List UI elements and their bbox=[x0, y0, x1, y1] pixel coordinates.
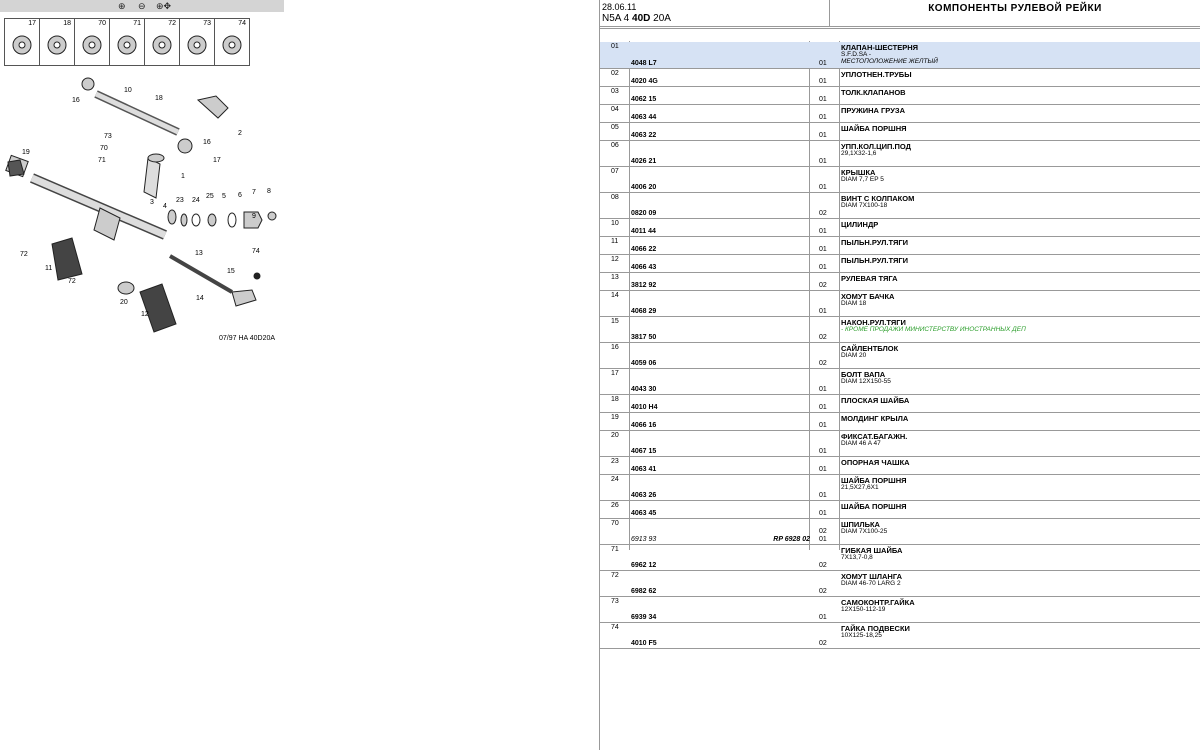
diagram-toolbar bbox=[0, 0, 284, 12]
part-quantity: 01 bbox=[819, 404, 827, 411]
part-quantity: 01 bbox=[819, 510, 827, 517]
part-quantity: 01 bbox=[819, 184, 827, 191]
parts-row[interactable] bbox=[600, 237, 1200, 255]
part-name: ТОЛК.КЛАПАНОВ bbox=[841, 88, 906, 97]
part-reference[interactable]: 4011 44 bbox=[631, 228, 656, 235]
part-description: DIAM 18 bbox=[841, 300, 867, 307]
callout-label: 73 bbox=[104, 133, 112, 140]
part-name: САМОКОНТР.ГАЙКА bbox=[841, 598, 915, 607]
part-reference[interactable]: 4010 H4 bbox=[631, 404, 658, 411]
part-reference[interactable]: 4066 16 bbox=[631, 422, 657, 429]
callout-label: 2 bbox=[238, 130, 242, 137]
parts-row[interactable] bbox=[600, 141, 1200, 167]
callout-label: 7 bbox=[252, 189, 256, 196]
parts-row[interactable] bbox=[600, 475, 1200, 501]
part-description: 29,1X32-1,6 bbox=[841, 150, 877, 157]
callout-label: 17 bbox=[213, 157, 221, 164]
part-position: 24 bbox=[611, 476, 619, 483]
part-description: DIAM 7X100-25 bbox=[841, 528, 888, 535]
callout-label: 16 bbox=[203, 139, 211, 146]
part-position: 11 bbox=[611, 238, 619, 245]
parts-row[interactable] bbox=[600, 255, 1200, 273]
part-reference[interactable]: 0820 09 bbox=[631, 210, 657, 217]
part-name: УПП.КОЛ.ЦИП.ПОД bbox=[841, 142, 911, 151]
part-reference[interactable]: 4067 15 bbox=[631, 448, 657, 455]
part-name: РУЛЕВАЯ ТЯГА bbox=[841, 274, 898, 283]
part-position: 73 bbox=[611, 598, 619, 605]
part-position: 03 bbox=[611, 88, 619, 95]
part-name: ПЛОСКАЯ ШАЙБА bbox=[841, 396, 910, 405]
part-name: УПЛОТНЕН.ТРУБЫ bbox=[841, 70, 912, 79]
part-reference[interactable]: 4006 20 bbox=[631, 184, 657, 191]
callout-label: 74 bbox=[252, 248, 260, 255]
part-name: ШАЙБА ПОРШНЯ bbox=[841, 502, 907, 511]
callout-label: 18 bbox=[155, 95, 163, 102]
part-position: 17 bbox=[611, 370, 619, 377]
part-quantity: 02 bbox=[819, 588, 827, 595]
hardware-part-icon bbox=[44, 31, 70, 59]
part-description: 10X125-18,25 bbox=[841, 632, 882, 639]
header-model: N5A 4 40D 20A bbox=[602, 13, 671, 24]
part-position: 02 bbox=[611, 70, 619, 77]
part-reference[interactable]: 4063 44 bbox=[631, 114, 657, 121]
part-quantity: 02 bbox=[819, 528, 827, 535]
callout-label: 15 bbox=[227, 268, 235, 275]
part-quantity: 01 bbox=[819, 60, 827, 67]
part-position: 26 bbox=[611, 502, 619, 509]
zoom-out-icon[interactable]: ⊖ bbox=[138, 1, 146, 11]
part-reference[interactable]: 4059 06 bbox=[631, 360, 657, 367]
part-reference[interactable]: 6982 62 bbox=[631, 588, 657, 595]
part-reference[interactable]: 4068 29 bbox=[631, 308, 657, 315]
parts-row[interactable] bbox=[600, 457, 1200, 475]
part-name: ВИНТ С КОЛПАКОМ bbox=[841, 194, 915, 203]
callout-label: 10 bbox=[124, 87, 132, 94]
callout-label: 20 bbox=[120, 299, 128, 306]
part-position: 13 bbox=[611, 274, 619, 281]
hardware-part-icon bbox=[149, 31, 175, 59]
part-reference[interactable]: 4043 30 bbox=[631, 386, 657, 393]
part-quantity: 01 bbox=[819, 114, 827, 121]
part-position: 04 bbox=[611, 106, 619, 113]
part-position: 08 bbox=[611, 194, 619, 201]
part-name: ГАЙКА ПОДВЕСКИ bbox=[841, 624, 910, 633]
part-position: 71 bbox=[611, 546, 619, 553]
part-reference[interactable]: 4063 22 bbox=[631, 132, 657, 139]
part-description: DIAM 46 A 47 bbox=[841, 440, 881, 447]
parts-row[interactable] bbox=[600, 343, 1200, 369]
callout-label: 1 bbox=[181, 173, 185, 180]
steering-rack-diagram bbox=[0, 70, 300, 350]
parts-row[interactable] bbox=[600, 597, 1200, 623]
part-name: ШАЙБА ПОРШНЯ bbox=[841, 124, 907, 133]
callout-label: 3 bbox=[150, 199, 154, 206]
parts-row[interactable] bbox=[600, 623, 1200, 649]
part-description: 21,5X27,6X1 bbox=[841, 484, 879, 491]
part-description: DIAM 7X100-18 bbox=[841, 202, 888, 209]
callout-label: 11 bbox=[45, 265, 53, 272]
part-reference[interactable]: 4048 L7 bbox=[631, 60, 657, 67]
parts-list-pane bbox=[599, 0, 1200, 750]
callout-label: 72 bbox=[68, 278, 76, 285]
part-reference[interactable]: 3812 92 bbox=[631, 282, 657, 289]
part-quantity: 01 bbox=[819, 228, 827, 235]
part-description: DIAM 7,7 EP 5 bbox=[841, 176, 884, 183]
part-quantity: 01 bbox=[819, 264, 827, 271]
callout-label: 4 bbox=[163, 203, 167, 210]
parts-row[interactable] bbox=[600, 571, 1200, 597]
callout-label: 71 bbox=[98, 157, 106, 164]
parts-row[interactable] bbox=[600, 395, 1200, 413]
part-reference[interactable]: 4066 43 bbox=[631, 264, 657, 271]
part-name: ПЫЛЬН.РУЛ.ТЯГИ bbox=[841, 238, 909, 247]
part-quantity: 02 bbox=[819, 334, 827, 341]
thumbnail-74[interactable] bbox=[215, 19, 249, 65]
parts-row[interactable] bbox=[600, 193, 1200, 219]
part-quantity: 01 bbox=[819, 308, 827, 315]
part-reference[interactable]: 4026 21 bbox=[631, 158, 657, 165]
part-quantity: 02 bbox=[819, 282, 827, 289]
part-reference[interactable]: 4010 F5 bbox=[631, 640, 657, 647]
part-reference[interactable]: 4062 15 bbox=[631, 96, 657, 103]
parts-row[interactable] bbox=[600, 519, 1200, 545]
parts-row[interactable] bbox=[600, 413, 1200, 431]
thumbnail-72[interactable] bbox=[145, 19, 180, 65]
callout-label: 9 bbox=[252, 213, 256, 220]
part-reference[interactable]: 4066 22 bbox=[631, 246, 657, 253]
thumbnail-71[interactable] bbox=[110, 19, 145, 65]
part-name: КРЫШКА bbox=[841, 168, 876, 177]
part-description: МЕСТОПОЛОЖЕНИЕ ЖЕЛТЫЙ bbox=[841, 58, 938, 65]
part-quantity: 01 bbox=[819, 78, 827, 85]
callout-label: 25 bbox=[206, 193, 214, 200]
callout-label: 13 bbox=[195, 250, 203, 257]
parts-row[interactable] bbox=[600, 123, 1200, 141]
part-name: САЙЛЕНТБЛОК bbox=[841, 344, 899, 353]
part-reference[interactable]: 4063 26 bbox=[631, 492, 657, 499]
parts-row[interactable] bbox=[600, 87, 1200, 105]
part-reference[interactable]: 4063 45 bbox=[631, 510, 657, 517]
part-description: - КРОМЕ ПРОДАЖИ МИНИСТЕРСТВУ ИНОСТРАННЫХ ДЕП bbox=[841, 326, 1026, 333]
callout-label: 14 bbox=[196, 295, 204, 302]
part-description: DIAM 46-70 LARG 2 bbox=[841, 580, 901, 587]
part-reference[interactable]: 4063 41 bbox=[631, 466, 657, 473]
zoom-move-icon[interactable]: ⊕✥ bbox=[156, 1, 172, 11]
part-name: ОПОРНАЯ ЧАШКА bbox=[841, 458, 910, 467]
part-quantity: 02 bbox=[819, 562, 827, 569]
part-quantity: 01 bbox=[819, 132, 827, 139]
part-description: S.F.D.SA - bbox=[841, 51, 871, 58]
parts-row[interactable] bbox=[600, 69, 1200, 87]
part-position: 07 bbox=[611, 168, 619, 175]
part-position: 20 bbox=[611, 432, 619, 439]
part-position: 18 bbox=[611, 396, 619, 403]
thumbnail-number: 18 bbox=[63, 20, 71, 27]
thumbnail-number: 17 bbox=[28, 20, 36, 27]
diagram-pane bbox=[0, 0, 300, 750]
hardware-part-icon bbox=[184, 31, 210, 59]
callout-label: 5 bbox=[222, 193, 226, 200]
part-name: ПРУЖИНА ГРУЗА bbox=[841, 106, 905, 115]
callout-label: 24 bbox=[192, 197, 200, 204]
part-quantity: 01 bbox=[819, 536, 827, 543]
part-quantity: 01 bbox=[819, 422, 827, 429]
part-reference[interactable]: 6913 93 bbox=[631, 536, 657, 543]
part-quantity: 01 bbox=[819, 466, 827, 473]
part-name: ХОМУТ БАЧКА bbox=[841, 292, 895, 301]
part-quantity: 01 bbox=[819, 448, 827, 455]
callout-label: 8 bbox=[267, 188, 271, 195]
parts-row[interactable] bbox=[600, 317, 1200, 343]
zoom-in-icon[interactable]: ⊕ bbox=[118, 1, 126, 11]
part-name: МОЛДИНГ КРЫЛА bbox=[841, 414, 909, 423]
callout-label: 72 bbox=[20, 251, 28, 258]
part-quantity: 01 bbox=[819, 96, 827, 103]
diagram-caption: 07/97 HA 40D20A bbox=[219, 335, 276, 342]
parts-row[interactable] bbox=[600, 545, 1200, 571]
part-position: 16 bbox=[611, 344, 619, 351]
hardware-part-icon bbox=[79, 31, 105, 59]
header-date: 28.06.11 bbox=[602, 2, 637, 12]
part-name: ХОМУТ ШЛАНГА bbox=[841, 572, 903, 581]
part-position: 72 bbox=[611, 572, 619, 579]
part-position: 01 bbox=[611, 43, 619, 50]
part-name: ЦИЛИНДР bbox=[841, 220, 879, 229]
part-description: DIAM 20 bbox=[841, 352, 867, 359]
parts-row[interactable] bbox=[600, 291, 1200, 317]
parts-row[interactable] bbox=[600, 501, 1200, 519]
thumbnail-18[interactable] bbox=[40, 19, 75, 65]
callout-label: 70 bbox=[100, 145, 108, 152]
thumbnail-number: 72 bbox=[168, 20, 176, 27]
part-description: DIAM 12X150-55 bbox=[841, 378, 891, 385]
thumbnail-17[interactable] bbox=[5, 19, 40, 65]
parts-header bbox=[600, 0, 1200, 27]
part-position: 12 bbox=[611, 256, 619, 263]
hardware-part-icon bbox=[219, 31, 245, 59]
header-separator bbox=[600, 28, 1200, 43]
callout-label: 16 bbox=[72, 97, 80, 104]
part-position: 19 bbox=[611, 414, 619, 421]
parts-row[interactable] bbox=[600, 219, 1200, 237]
part-position: 70 bbox=[611, 520, 619, 527]
page-title: КОМПОНЕНТЫ РУЛЕВОЙ РЕЙКИ bbox=[928, 3, 1102, 14]
part-quantity: 02 bbox=[819, 210, 827, 217]
parts-row[interactable] bbox=[600, 105, 1200, 123]
part-quantity: 02 bbox=[819, 360, 827, 367]
part-description: 12X150-112-19 bbox=[841, 606, 886, 613]
callout-label: 19 bbox=[22, 149, 30, 156]
part-quantity: 01 bbox=[819, 386, 827, 393]
part-position: 15 bbox=[611, 318, 619, 325]
part-quantity: 01 bbox=[819, 492, 827, 499]
parts-row[interactable] bbox=[600, 431, 1200, 457]
part-position: 05 bbox=[611, 124, 619, 131]
part-name: КЛАПАН-ШЕСТЕРНЯ bbox=[841, 43, 919, 52]
part-name: ПЫЛЬН.РУЛ.ТЯГИ bbox=[841, 256, 909, 265]
part-quantity: 01 bbox=[819, 246, 827, 253]
part-reference[interactable]: 6939 34 bbox=[631, 614, 657, 621]
hardware-thumbnails bbox=[4, 18, 250, 66]
part-description: 7X13,7-0,8 bbox=[841, 554, 873, 561]
thumbnail-70[interactable] bbox=[75, 19, 110, 65]
part-name: НАКОН.РУЛ.ТЯГИ bbox=[841, 318, 906, 327]
part-name: БОЛТ ВАПА bbox=[841, 370, 886, 379]
part-name: ШПИЛЬКА bbox=[841, 520, 880, 529]
thumbnail-number: 71 bbox=[133, 20, 141, 27]
part-quantity: 01 bbox=[819, 614, 827, 621]
callout-label: 12 bbox=[141, 311, 149, 318]
part-position: 10 bbox=[611, 220, 619, 227]
part-quantity: 01 bbox=[819, 158, 827, 165]
part-name: ШАЙБА ПОРШНЯ bbox=[841, 476, 907, 485]
parts-row[interactable] bbox=[600, 369, 1200, 395]
part-position: 74 bbox=[611, 624, 619, 631]
part-reference[interactable]: 4020 4G bbox=[631, 78, 658, 85]
parts-row[interactable] bbox=[600, 167, 1200, 193]
part-position: 06 bbox=[611, 142, 619, 149]
thumbnail-number: 74 bbox=[238, 20, 246, 27]
alternate-reference: RP 6928 02 bbox=[773, 536, 810, 543]
callout-label: 6 bbox=[238, 192, 242, 199]
parts-row[interactable] bbox=[600, 42, 1200, 69]
parts-row[interactable] bbox=[600, 273, 1200, 291]
part-reference[interactable]: 6962 12 bbox=[631, 562, 657, 569]
part-name: ГИБКАЯ ШАЙБА bbox=[841, 546, 903, 555]
part-quantity: 02 bbox=[819, 640, 827, 647]
thumbnail-number: 73 bbox=[203, 20, 211, 27]
thumbnail-73[interactable] bbox=[180, 19, 215, 65]
part-reference[interactable]: 3817 50 bbox=[631, 334, 657, 341]
hardware-part-icon bbox=[114, 31, 140, 59]
callout-label: 23 bbox=[176, 197, 184, 204]
parts-table bbox=[600, 42, 1200, 649]
part-name: ФИКСАТ.БАГАЖН. bbox=[841, 432, 908, 441]
part-position: 14 bbox=[611, 292, 619, 299]
part-position: 23 bbox=[611, 458, 619, 465]
thumbnail-number: 70 bbox=[98, 20, 106, 27]
hardware-part-icon bbox=[9, 31, 35, 59]
